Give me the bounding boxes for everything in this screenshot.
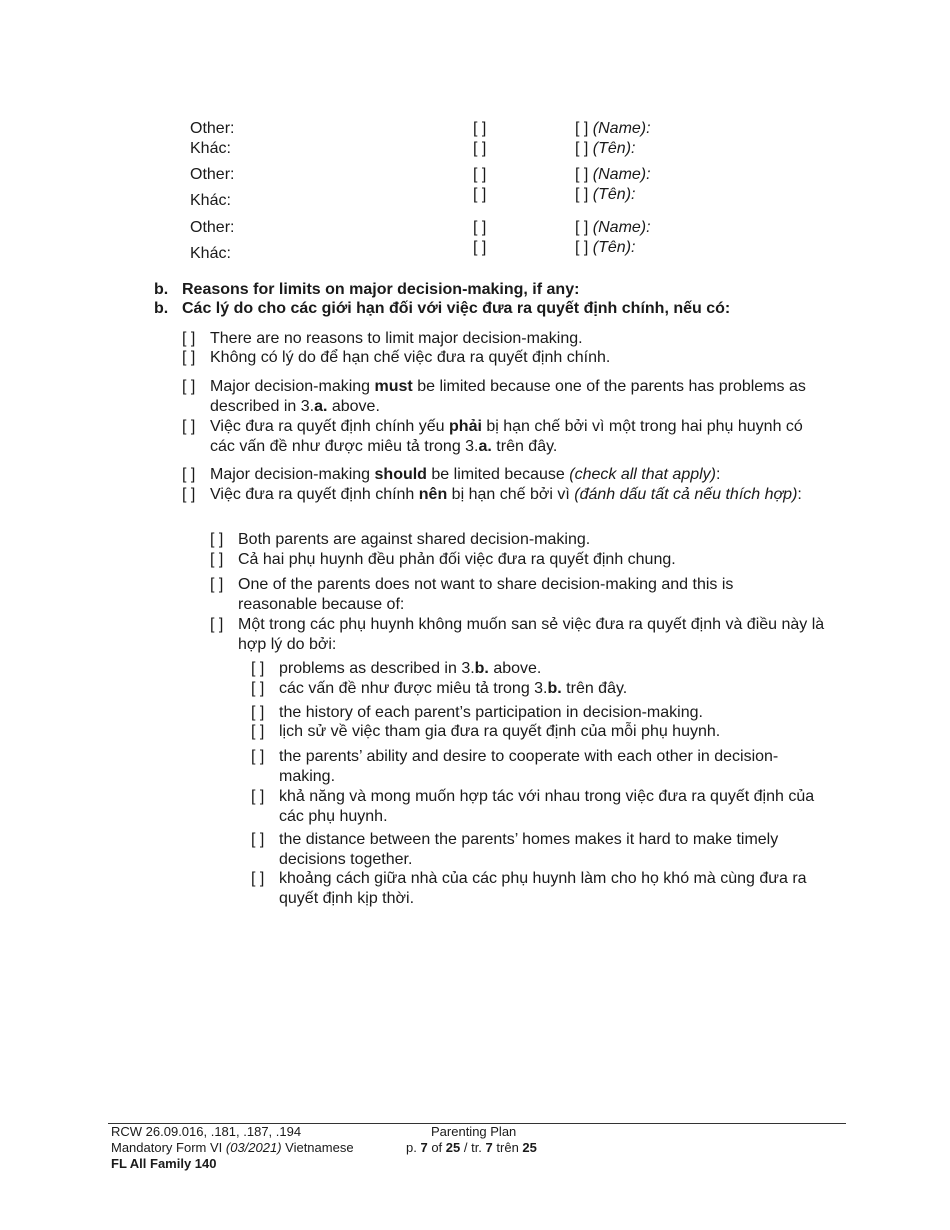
khac-label: Khác:	[190, 192, 231, 209]
checkbox[interactable]: [ ]	[182, 418, 196, 435]
footer-form: Mandatory Form VI (03/2021) Vietnamese	[111, 1140, 354, 1155]
khac-checkbox[interactable]: [ ]	[473, 239, 487, 256]
ten-field[interactable]: [ ] (Tên):	[575, 239, 636, 256]
footer-left	[111, 1124, 354, 1172]
other-row-2	[0, 165, 950, 211]
section-b-heading-vi: b. Các lý do cho các giới hạn đối với việc đưa ra quyết định chính, nếu có:	[154, 300, 731, 317]
khac-label: Khác:	[190, 245, 231, 262]
section-b-heading-en: b. Reasons for limits on major decision-making, if any:	[154, 281, 580, 298]
checkbox[interactable]: [ ]	[210, 616, 224, 633]
khac-label: Khác:	[190, 140, 231, 157]
other-checkbox[interactable]: [ ]	[473, 166, 487, 183]
ten-field[interactable]: [ ] (Tên):	[575, 186, 636, 203]
footer-center	[406, 1124, 537, 1156]
checkbox[interactable]: [ ]	[251, 704, 265, 721]
khac-checkbox[interactable]: [ ]	[473, 140, 487, 157]
footer-title: Parenting Plan	[431, 1124, 517, 1139]
name-field[interactable]: [ ] (Name):	[575, 166, 651, 183]
checkbox[interactable]: [ ]	[182, 330, 196, 347]
checkbox[interactable]: [ ]	[251, 831, 265, 848]
checkbox[interactable]: [ ]	[251, 660, 265, 677]
checkbox[interactable]: [ ]	[210, 576, 224, 593]
other-label: Other:	[190, 120, 235, 137]
name-field[interactable]: [ ] (Name):	[575, 120, 651, 137]
checkbox[interactable]: [ ]	[251, 748, 265, 765]
checkbox[interactable]: [ ]	[182, 378, 196, 395]
khac-checkbox[interactable]: [ ]	[473, 186, 487, 203]
checkbox[interactable]: [ ]	[182, 466, 196, 483]
footer-page: p. 7 of 25 / tr. 7 trên 25	[406, 1140, 537, 1155]
other-checkbox[interactable]: [ ]	[473, 120, 487, 137]
footer-rcw: RCW 26.09.016, .181, .187, .194	[111, 1124, 302, 1139]
other-checkbox[interactable]: [ ]	[473, 219, 487, 236]
checkbox[interactable]: [ ]	[182, 349, 196, 366]
ten-field[interactable]: [ ] (Tên):	[575, 140, 636, 157]
checkbox[interactable]: [ ]	[210, 531, 224, 548]
checkbox[interactable]: [ ]	[251, 870, 265, 887]
checkbox[interactable]: [ ]	[251, 723, 265, 740]
other-label: Other:	[190, 219, 235, 236]
name-field[interactable]: [ ] (Name):	[575, 219, 651, 236]
checkbox[interactable]: [ ]	[210, 551, 224, 568]
checkbox[interactable]: [ ]	[251, 788, 265, 805]
other-label: Other:	[190, 166, 235, 183]
other-row-1	[0, 119, 950, 165]
checkbox[interactable]: [ ]	[251, 680, 265, 697]
checkbox[interactable]: [ ]	[182, 486, 196, 503]
other-row-3	[0, 218, 950, 264]
footer-form-id: FL All Family 140	[111, 1156, 217, 1171]
